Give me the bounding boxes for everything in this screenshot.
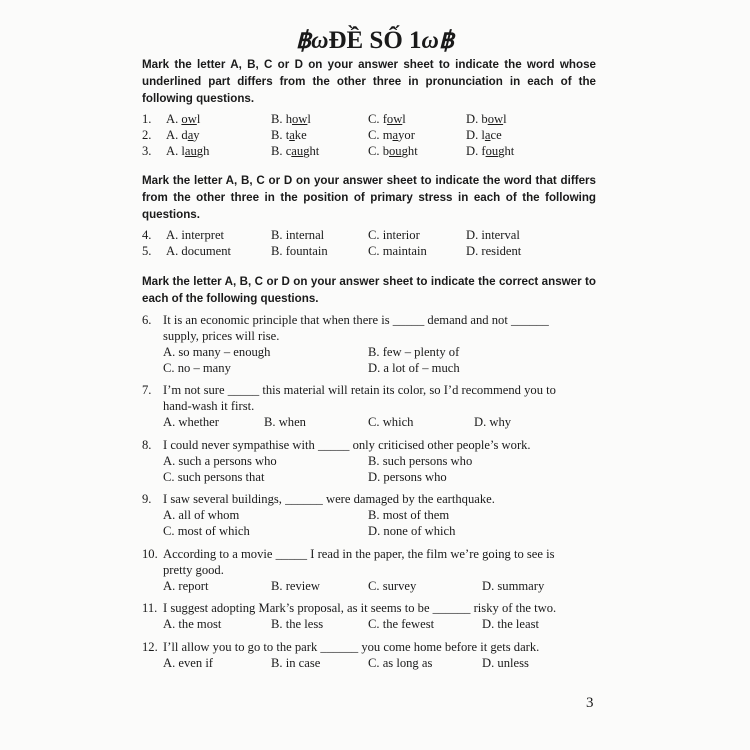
question-number: 9. <box>142 492 152 506</box>
question-number: 12. <box>142 640 158 654</box>
ornament-right: ω฿ <box>421 28 455 54</box>
question-item <box>0 437 750 485</box>
question-text-line: pretty good. <box>163 563 224 577</box>
option-d: D. summary <box>482 579 545 593</box>
option-a: A. document <box>166 244 232 258</box>
option-d: D. the least <box>482 617 540 631</box>
ornament-left: ฿ω <box>295 28 329 54</box>
option-b: B. when <box>264 415 306 429</box>
question-text-line: hand-wash it first. <box>163 399 255 413</box>
question-text-line: supply, prices will rise. <box>163 329 280 343</box>
question-number: 3. <box>142 144 152 158</box>
option-b: B. take <box>271 128 307 142</box>
option-c: C. which <box>368 415 414 429</box>
option-b: B. internal <box>271 228 325 242</box>
question-text-line: I’m not sure _____ this material will retain its color, so I’d recommend you to <box>163 383 556 397</box>
question-item <box>0 600 750 632</box>
instruction-stress: Mark the letter A, B, C or D on your answer sheet to indicate the word that differs from the other three in the position of primary stress in each of the following questions. <box>142 174 596 221</box>
question-number: 6. <box>142 313 152 327</box>
question-number: 8. <box>142 438 152 452</box>
option-d: D. bowl <box>466 112 507 126</box>
option-d: D. unless <box>482 656 529 670</box>
question-text-line: I saw several buildings, ______ were damaged by the earthquake. <box>163 492 495 506</box>
question-item <box>0 382 750 430</box>
option-b: B. caught <box>271 144 320 158</box>
question-number: 5. <box>142 244 152 258</box>
option-c: C. mayor <box>368 128 415 142</box>
option-d: D. why <box>474 415 512 429</box>
question-item <box>0 491 750 539</box>
option-d: D. interval <box>466 228 520 242</box>
option-d: D. a lot of – much <box>368 361 460 375</box>
option-d: D. resident <box>466 244 522 258</box>
question-number: 4. <box>142 228 152 242</box>
option-a: A. the most <box>163 617 222 631</box>
option-d: D. none of which <box>368 524 456 538</box>
option-a: A. so many – enough <box>163 345 271 359</box>
option-a: A. all of whom <box>163 508 240 522</box>
option-c: C. bought <box>368 144 418 158</box>
option-c: C. fowl <box>368 112 406 126</box>
option-a: A. day <box>166 128 200 142</box>
question-row <box>0 243 750 259</box>
question-number: 2. <box>142 128 152 142</box>
option-b: B. most of them <box>368 508 450 522</box>
option-d: D. persons who <box>368 470 447 484</box>
question-number: 11. <box>142 601 158 615</box>
option-b: B. the less <box>271 617 324 631</box>
question-row <box>0 143 750 159</box>
option-c: C. the fewest <box>368 617 435 631</box>
option-c: C. such persons that <box>163 470 265 484</box>
title-text: ĐỀ SỐ 1 <box>328 27 422 54</box>
question-row <box>0 127 750 143</box>
question-text-line: I’ll allow you to go to the park ______ you come home before it gets dark. <box>163 640 540 654</box>
option-c: C. as long as <box>368 656 433 670</box>
option-c: C. interior <box>368 228 420 242</box>
question-item <box>0 639 750 671</box>
option-c: C. maintain <box>368 244 427 258</box>
option-d: D. lace <box>466 128 502 142</box>
question-text-line: I could never sympathise with _____ only criticised other people’s work. <box>163 438 531 452</box>
question-text-line: I suggest adopting Mark’s proposal, as it seems to be ______ risky of the two. <box>163 601 557 615</box>
question-item <box>0 312 750 376</box>
option-b: B. review <box>271 579 320 593</box>
option-d: D. fought <box>466 144 515 158</box>
option-a: A. such a persons who <box>163 454 277 468</box>
option-b: B. howl <box>271 112 311 126</box>
option-a: A. laugh <box>166 144 210 158</box>
option-b: B. few – plenty of <box>368 345 460 359</box>
question-number: 7. <box>142 383 152 397</box>
question-item <box>0 546 750 594</box>
option-c: C. most of which <box>163 524 250 538</box>
option-a: A. whether <box>163 415 219 429</box>
question-row <box>0 227 750 243</box>
question-text-line: It is an economic principle that when there is _____ demand and not ______ <box>163 313 549 327</box>
option-a: A. interpret <box>166 228 225 242</box>
option-a: A. owl <box>166 112 201 126</box>
page-title <box>0 26 750 55</box>
page-number: 3 <box>586 695 594 711</box>
option-a: A. even if <box>163 656 214 670</box>
instruction-grammar: Mark the letter A, B, C or D on your answer sheet to indicate the correct answer to each of the following questions. <box>142 275 596 305</box>
question-row <box>0 111 750 127</box>
option-b: B. such persons who <box>368 454 473 468</box>
question-number: 10. <box>142 547 158 561</box>
option-b: B. fountain <box>271 244 328 258</box>
option-b: B. in case <box>271 656 321 670</box>
instruction-pronunciation: Mark the letter A, B, C or D on your answer sheet to indicate the word whose underlined part differs from the other three in pronunciation in each of the following questions. <box>142 58 596 105</box>
option-c: C. survey <box>368 579 417 593</box>
question-text-line: According to a movie _____ I read in the paper, the film we’re going to see is <box>163 547 555 561</box>
question-number: 1. <box>142 112 152 126</box>
option-a: A. report <box>163 579 209 593</box>
option-c: C. no – many <box>163 361 231 375</box>
